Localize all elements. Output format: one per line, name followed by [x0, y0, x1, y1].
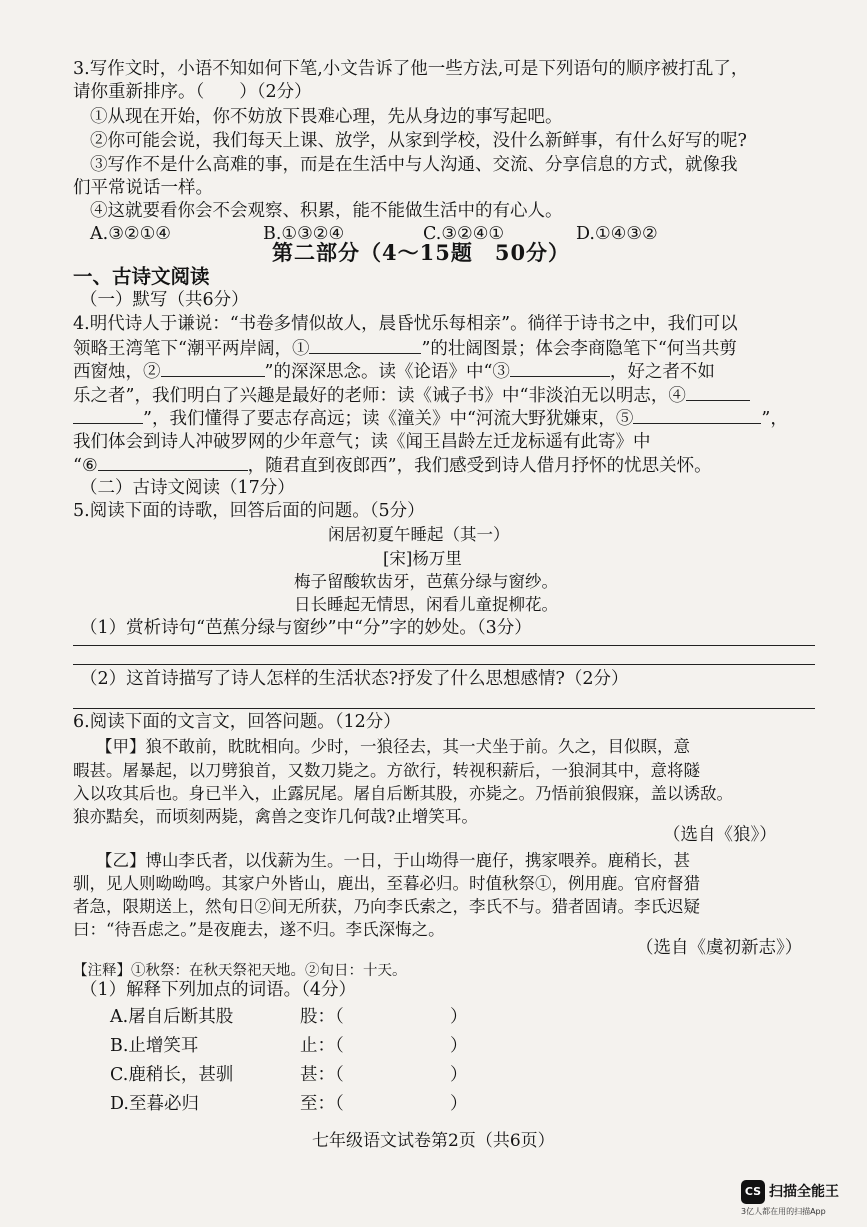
- q3-option-a: A.③②①④: [90, 224, 171, 244]
- q4-line3-c: ，好之者不如: [609, 362, 715, 382]
- vocab-word-d: 至：（: [300, 1094, 344, 1114]
- vocab-close-d: ）: [450, 1094, 468, 1114]
- vocab-word-b: 止：（: [300, 1036, 344, 1056]
- source-yi: （选自《虞初新志》）: [636, 938, 803, 958]
- vocab-close-a: ）: [450, 1007, 468, 1027]
- q3-option-b: B.①③②④: [263, 224, 345, 244]
- poem-title: 闲居初夏午睡起（其一）: [328, 525, 510, 544]
- scanner-tagline: 3亿人都在用的扫描App: [741, 1207, 826, 1216]
- vocab-phrase-d: D.至暮必归: [110, 1094, 199, 1114]
- q4-line7-b: ，随君直到夜郎西”，我们感受到诗人借月抒怀的忧思关怀。: [247, 456, 712, 476]
- vocab-word-a: 股：（: [300, 1007, 344, 1027]
- q4-line2-b: ”的壮阔图景；体会李商隐笔下“何当共剪: [421, 339, 737, 359]
- poem-line-1: 梅子留酸软齿牙，芭蕉分绿与窗纱。: [294, 572, 558, 591]
- poem-author: [宋]杨万里: [383, 549, 462, 568]
- section-ancient-poetry: 一、古诗文阅读: [73, 265, 210, 288]
- passage-yi-2: 驯，见人则呦呦鸣。其家户外皆山，鹿出，至暮必归。时值秋祭①，例用鹿。官府督猎: [73, 874, 700, 893]
- blank-6[interactable]: [98, 454, 248, 471]
- vocab-phrase-b: B.止增笑耳: [110, 1036, 199, 1056]
- answer-line[interactable]: [73, 664, 815, 665]
- passage-jia-1: 【甲】狼不敢前，眈眈相向。少时，一狼径去，其一犬坐于前。久之，目似瞑，意: [96, 737, 690, 756]
- answer-line[interactable]: [73, 645, 815, 646]
- poem-line-2: 日长睡起无情思，闲看儿童捉柳花。: [294, 595, 558, 614]
- page-footer: 七年级语文试卷第2页（共6页）: [312, 1131, 555, 1151]
- vocab-phrase-c: C.鹿稍长，甚驯: [110, 1065, 234, 1085]
- q4-line5-a: ”，我们懂得了要志存高远；读《潼关》中“河流大野犹嫌束，⑤: [143, 409, 634, 429]
- passage-yi-1: 【乙】博山李氏者，以伐薪为生。一日，于山坳得一鹿仔，携家喂养。鹿稍长，甚: [96, 851, 690, 870]
- vocab-phrase-a: A.屠自后断其股: [110, 1007, 234, 1027]
- blank-5[interactable]: [633, 407, 761, 424]
- q4-line7: [73, 454, 712, 477]
- q6-subquestion-1: （1）解释下列加点的词语。（4分）: [80, 980, 357, 1000]
- q4-line5-b: ”，: [761, 409, 788, 429]
- q5-question-1: （1）赏析诗句“芭蕉分绿与窗纱”中“分”字的妙处。（3分）: [80, 618, 532, 638]
- blank-3[interactable]: [510, 360, 610, 377]
- vocab-close-b: ）: [450, 1036, 468, 1056]
- scanner-brand: 扫描全能王: [769, 1184, 839, 1200]
- answer-line[interactable]: [73, 708, 815, 709]
- source-jia: （选自《狼》）: [663, 825, 777, 845]
- q4-line3-b: ”的深深思念。读《论语》中“③: [264, 362, 510, 382]
- passage-jia-3: 入以攻其后也。身已半入，止露尻尾。屠自后断其股，亦毙之。乃悟前狼假寐，盖以诱敌。: [73, 784, 733, 803]
- q3-line1: 3.写作文时，小语不知如何下笔,小文告诉了他一些方法,可是下列语句的顺序被打乱了，: [73, 59, 749, 79]
- subsection-reading: （二）古诗文阅读（17分）: [80, 478, 295, 498]
- q4-line3: [73, 360, 715, 383]
- q3-option-c: C.③②④①: [423, 224, 505, 244]
- q5-intro: 5.阅读下面的诗歌，回答后面的问题。（5分）: [73, 501, 425, 521]
- blank-2[interactable]: [161, 360, 265, 377]
- q3-sentence-4: ④这就要看你会不会观察、积累，能不能做生活中的有心人。: [90, 201, 563, 221]
- q4-line2: [73, 337, 737, 360]
- q3-sentence-3b: 们平常说话一样。: [73, 178, 213, 198]
- vocab-close-c: ）: [450, 1065, 468, 1085]
- q3-line2: 请你重新排序。（ ）（2分）: [73, 82, 312, 102]
- q4-line3-a: 西窗烛，②: [73, 362, 161, 382]
- scanner-logo-icon: CS: [741, 1180, 765, 1204]
- passage-jia-4: 狼亦黠矣，而顷刻两毙，禽兽之变诈几何哉?止增笑耳。: [73, 807, 478, 826]
- scanner-watermark: [741, 1179, 849, 1217]
- blank-1[interactable]: [309, 337, 421, 354]
- blank-4a[interactable]: [686, 384, 750, 401]
- q3-sentence-3a: ③写作不是什么高难的事，而是在生活中与人沟通、交流、分享信息的方式，就像我: [90, 155, 738, 175]
- passage-jia-2: 暇甚。屠暴起，以刀劈狼首，又数刀毙之。方欲行，转视积薪后，一狼洞其中，意将隧: [73, 761, 700, 780]
- passage-yi-4: 曰：“待吾虑之。”是夜鹿去，遂不归。李氏深悔之。: [73, 920, 445, 939]
- q4-line6: 我们体会到诗人冲破罗网的少年意气；读《闻王昌龄左迁龙标遥有此寄》中: [73, 432, 651, 452]
- q4-line7-a: “⑥: [73, 456, 98, 476]
- q3-sentence-2: ②你可能会说，我们每天上课、放学，从家到学校，没什么新鲜事，有什么好写的呢?: [90, 131, 747, 151]
- q4-line2-a: 领略王湾笔下“潮平两岸阔，①: [73, 339, 310, 359]
- q3-option-d: D.①④③②: [576, 224, 658, 244]
- q4-line4-a: 乐之者”，我们明白了兴趣是最好的老师：读《诫子书》中“非淡泊无以明志，④: [73, 386, 686, 406]
- q4-line1: 4.明代诗人于谦说：“书卷多情似故人，晨昏忧乐每相亲”。徜徉于诗书之中，我们可以: [73, 314, 738, 334]
- q4-line5: [73, 407, 788, 430]
- vocab-word-c: 甚：（: [300, 1065, 344, 1085]
- q3-sentence-1: ①从现在开始，你不妨放下畏难心理，先从身边的事写起吧。: [90, 107, 563, 127]
- blank-4b[interactable]: [73, 407, 143, 424]
- part2-heading: 第二部分（4～15题 50分）: [272, 240, 571, 265]
- q4-line4: [73, 384, 750, 407]
- q6-intro: 6.阅读下面的文言文，回答问题。（12分）: [73, 712, 401, 732]
- passage-yi-3: 者急，限期送上，然旬日②间无所获，乃向李氏索之，李氏不与。猎者固请。李氏迟疑: [73, 897, 700, 916]
- subsection-dictation: （一）默写（共6分）: [80, 290, 249, 310]
- q5-question-2: （2）这首诗描写了诗人怎样的生活状态?抒发了什么思想感情?（2分）: [80, 669, 629, 689]
- annotation-note: 【注释】①秋祭：在秋天祭祀天地。②旬日：十天。: [73, 963, 407, 979]
